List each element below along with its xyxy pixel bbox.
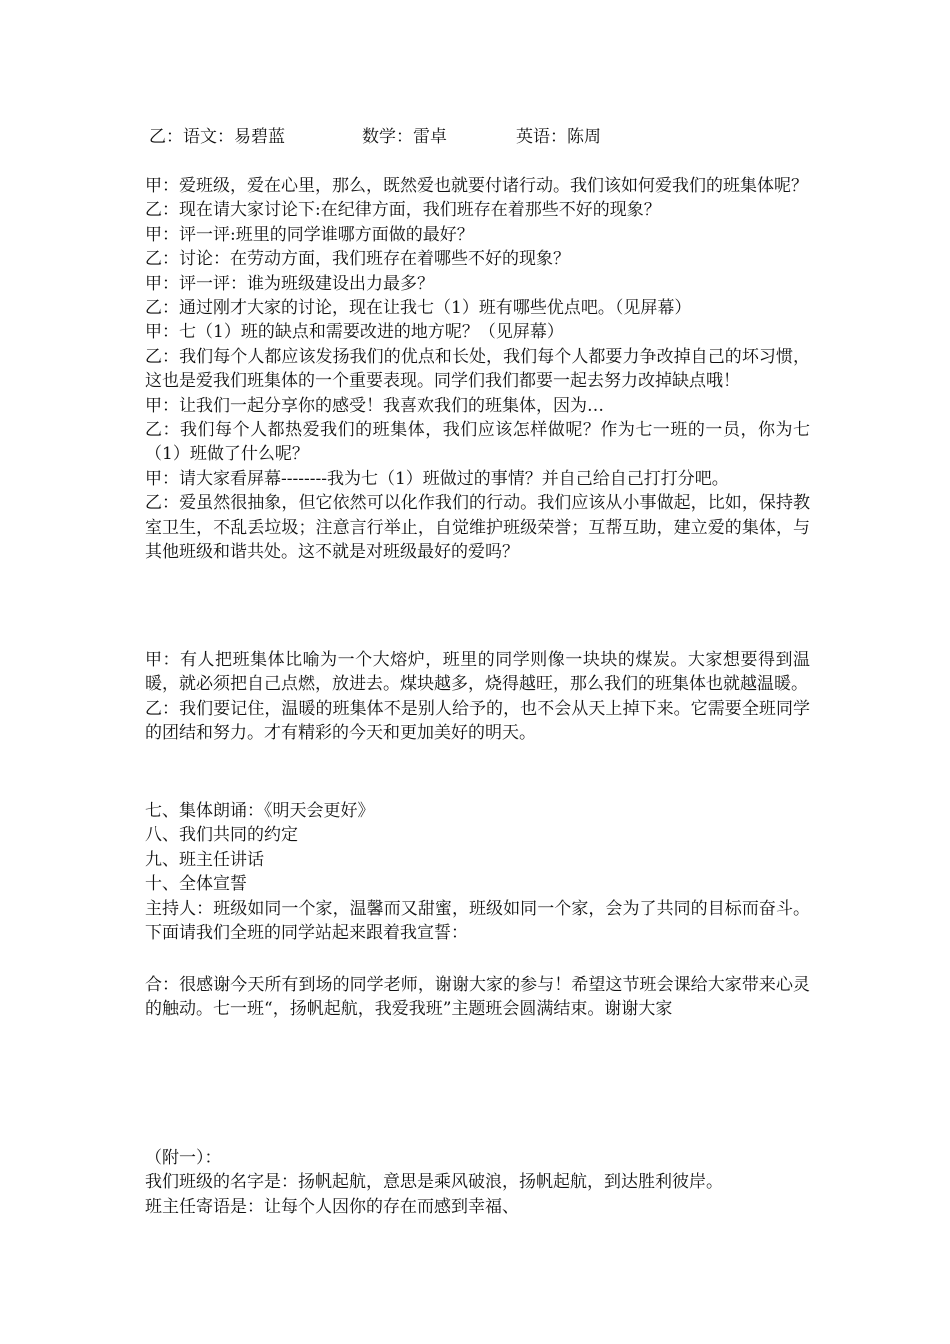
- dialogue-line: 甲：爱班级，爱在心里，那么，既然爱也就要付诸行动。我们该如何爱我们的班集体呢？: [145, 176, 808, 196]
- dialogue-line: 甲：评一评:班里的同学谁哪方面做的最好？: [145, 224, 474, 245]
- agenda-section: [145, 799, 810, 945]
- dialogue-line: 乙：我们要记住，温暖的班集体不是别人给予的，也不会从天上掉下来。它需要全班同学的团结和努力。才有精彩的今天和更加美好的明天。: [145, 698, 810, 744]
- dialogue-line: 乙：现在请大家讨论下:在纪律方面，我们班存在着那些不好的现象？: [145, 200, 661, 221]
- dialogue-line: 乙：爱虽然很抽象，但它依然可以化作我们的行动。我们应该从小事做起，比如，保持教室卫生，不乱丢垃圾；注意言行举止，自觉维护班级荣誉；互帮互助，建立爱的集体，与其他班级和谐共处。这不就是对班级最好的爱吗？: [145, 493, 810, 563]
- closing-section: [145, 973, 810, 1022]
- dialogue-section-1: [145, 174, 810, 565]
- dialogue-line: 甲：让我们一起分享你的感受！我喜欢我们的班集体，因为…: [145, 395, 604, 416]
- dialogue-line: 乙：讨论：在劳动方面，我们班存在着哪些不好的现象？: [145, 249, 570, 270]
- agenda-item: 九、班主任讲话: [145, 849, 264, 870]
- teacher-math: 数学：雷卓: [362, 127, 447, 147]
- appendix-line: 班主任寄语是：让每个人因你的存在而感到幸福、: [145, 1196, 519, 1217]
- agenda-item: 八、我们共同的约定: [145, 825, 298, 846]
- dialogue-line: 甲：请大家看屏幕--------我为七（1）班做过的事情？并自己给自己打打分吧。: [145, 468, 729, 489]
- teacher-chinese: 乙：语文：易碧蓝: [149, 127, 285, 147]
- agenda-item: 七、集体朗诵：《明天会更好》: [145, 801, 375, 821]
- teacher-english: 英语：陈周: [516, 127, 601, 147]
- appendix-title: （附一）：: [145, 1148, 222, 1168]
- closing-speech: 合：很感谢今天所有到场的同学老师，谢谢大家的参与！希望这节班会课给大家带来心灵的触动。七一班“，扬帆起航，我爱我班”主题班会圆满结束。谢谢大家: [145, 975, 810, 1020]
- appendix-line: 我们班级的名字是：扬帆起航，意思是乘风破浪，扬帆起航，到达胜利彼岸。: [145, 1172, 723, 1193]
- appendix-section: [145, 1146, 810, 1219]
- agenda-item: 十、全体宣誓: [145, 874, 247, 895]
- host-speech: 主持人：班级如同一个家，温馨而又甜蜜，班级如同一个家，会为了共同的目标而奋斗。下面请我们全班的同学站起来跟着我宣誓：: [145, 898, 810, 944]
- dialogue-line: 甲：七（1）班的缺点和需要改进的地方呢？（见屏幕）: [145, 322, 564, 343]
- dialogue-line: 乙：通过刚才大家的讨论，现在让我七（1）班有哪些优点吧。（见屏幕）: [145, 298, 692, 319]
- dialogue-line: 乙：我们每个人都热爱我们的班集体，我们应该怎样做呢？作为七一班的一员，你为七（1）班做了什么呢？: [145, 420, 810, 465]
- teacher-list: [149, 124, 601, 150]
- dialogue-line: 甲：有人把班集体比喻为一个大熔炉，班里的同学则像一块块的煤炭。大家想要得到温暖，就必须把自己点燃，放进去。煤块越多，烧得越旺，那么我们的班集体也就越温暖。: [145, 650, 810, 695]
- dialogue-section-2: [145, 648, 810, 746]
- dialogue-line: 甲：评一评：谁为班级建设出力最多？: [145, 273, 434, 294]
- dialogue-line: 乙：我们每个人都应该发扬我们的优点和长处，我们每个人都要力争改掉自己的坏习惯，这也是爱我们班集体的一个重要表现。同学们我们都要一起去努力改掉缺点哦！: [145, 346, 810, 392]
